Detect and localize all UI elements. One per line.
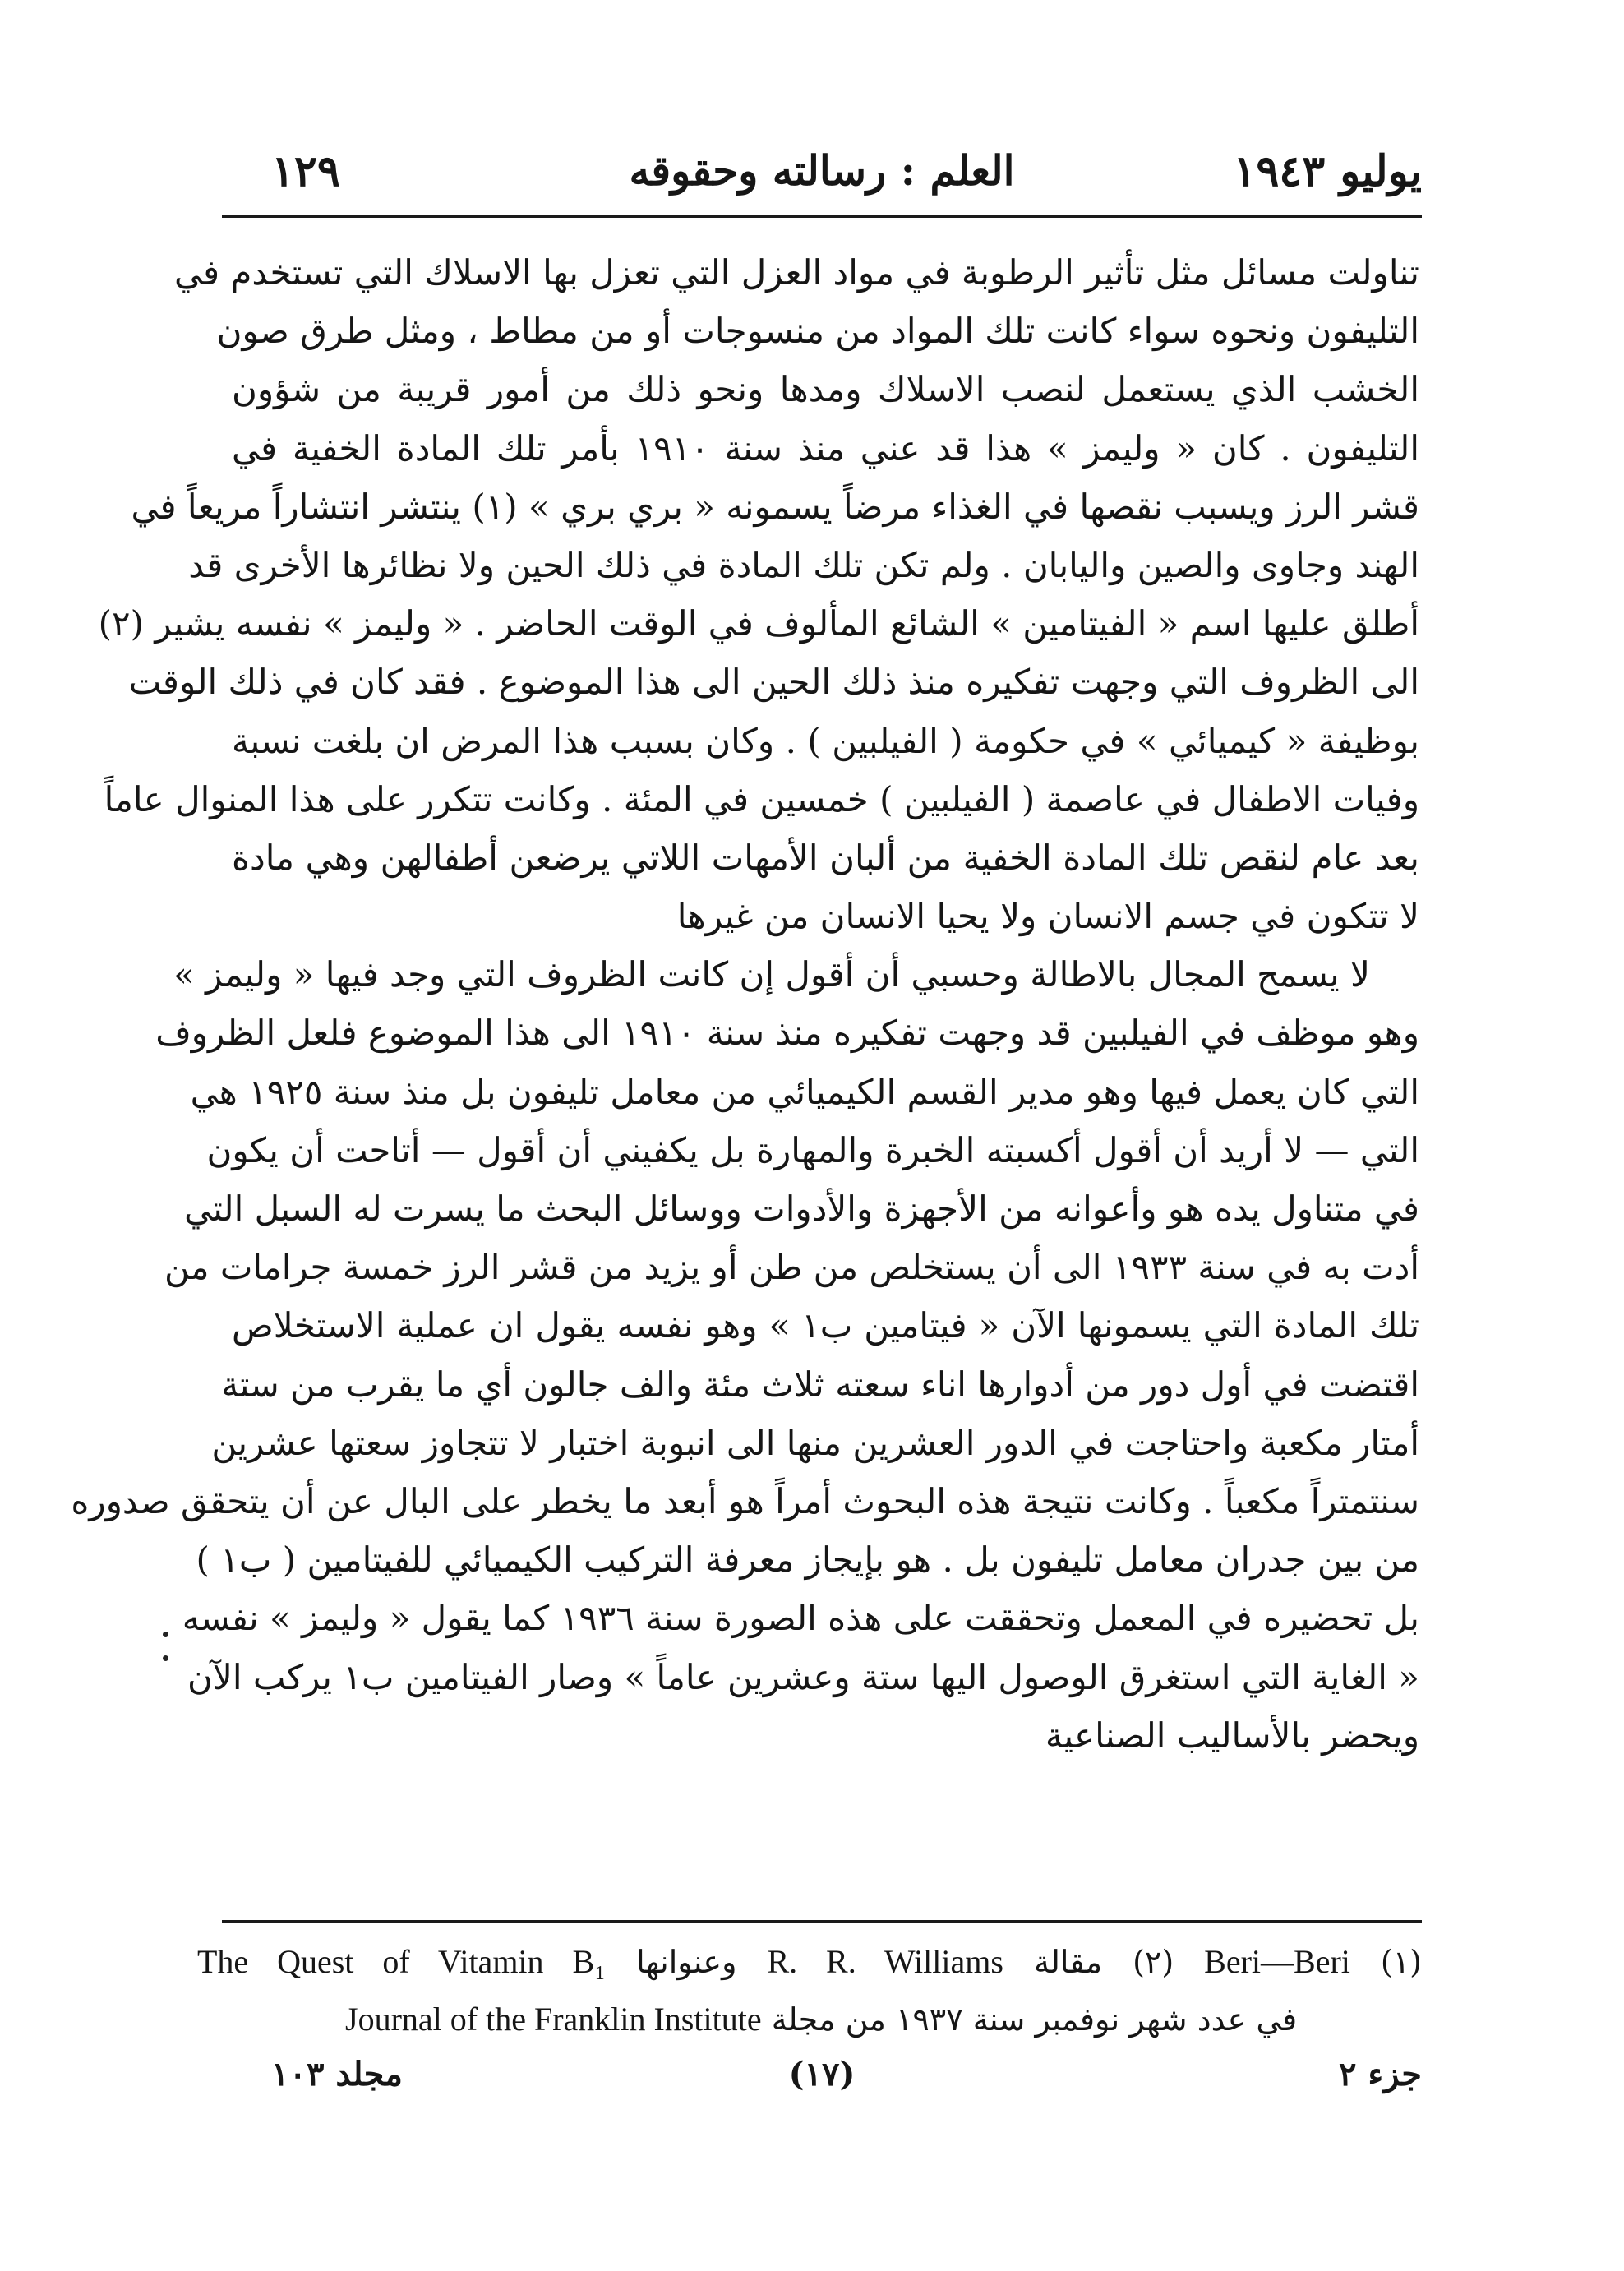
footnote-title: The Quest of Vitamin B₁ [197,1943,607,1980]
footer-part: جزء ٢ [1338,2055,1422,2093]
body-line: من بين جدران معامل تليفون بل . هو بإيجاز معرفة التركيب الكيميائي للفيتامين ( ب١ ) [196,1539,1419,1581]
body-line: تلك المادة التي يسمونها الآن « فيتامين ب١ » وهو نفسه يقول ان عملية الاستخلاص [232,1305,1420,1346]
body-line: في متناول يده هو وأعوانه من الأجهزة والأدوات ووسائل البحث ما يسرت له السبل التي [184,1189,1419,1229]
margin-mark [163,1632,169,1661]
body-line: بوظيفة « كيميائي » في حكومة ( الفيلبين ) . وكان بسبب هذا المرض ان بلغت نسبة [232,720,1419,761]
body-line: التليفون . كان « وليمز » هذا قد عني منذ سنة ١٩١٠ بأمر تلك المادة الخفية في [232,427,1419,469]
running-header [222,146,1422,204]
body-line: سنتمتراً مكعباً . وكانت نتيجة هذه البحوث أمراً هو أبعد ما يخطر على البال عن أن يتحقق صدوره [71,1480,1419,1521]
body-line: وفيات الاطفال في عاصمة ( الفيلبين ) خمسين في المئة . وكانت تتكرر على هذا المنوال عاماً [104,778,1419,819]
body-line: أدت به في سنة ١٩٣٣ الى أن يستخلص من طن أو يزيد من قشر الرز خمسة جرامات من [164,1247,1419,1288]
footnote-text: مقالة [1033,1944,1103,1980]
body-line: أمتار مكعبة واحتاجت في الدور العشرين منها الى انبوبة اختبار لا تتجاوز سعتها عشرين [211,1422,1419,1463]
footer-volume: مجلد ١٠٣ [271,2055,403,2093]
footnote-author: R. R. Williams [767,1943,1003,1980]
body-line: تناولت مسائل مثل تأثير الرطوبة في مواد العزل التي تعزل بها الاسلاك التي تستخدم في [173,252,1419,293]
header-title: العلم : رسالته وحقوقه [629,146,1015,195]
header-date: يوليو ١٩٤٣ [1233,146,1422,196]
body-line: التليفون ونحوه سواء كانت تلك المواد من منسوجات أو من مطاط ، ومثل طرق صون [216,311,1419,352]
body-line: التي كان يعمل فيها وهو مدير القسم الكيميائي من معامل تليفون بل منذ سنة ١٩٢٥ هي [190,1071,1419,1112]
footnote-line [197,1933,1422,1991]
footnote-line [197,1991,1422,2048]
article-body [71,243,1420,1797]
body-line: اقتضت في أول دور من أدوارها اناء سعته ثلاث مئة والف جالون أي ما يقرب من ستة [221,1364,1419,1405]
body-line: لا يسمح المجال بالاطالة وحسبي أن أقول إن كانت الظروف التي وجد فيها « وليمز » [173,954,1370,995]
body-line: التي — لا أريد أن أقول أكسبته الخبرة والمهارة بل يكفيني أن أقول — أتاحت أن يكون [206,1129,1419,1170]
body-line: لا تتكون في جسم الانسان ولا يحيا الانسان من غيرها [676,896,1419,937]
footnote-journal: Journal of the Franklin Institute [345,2001,762,2038]
page-number: ١٢٩ [271,146,340,196]
footnote-marker: (٢) [1133,1944,1174,1980]
body-line: بعد عام لنقص تلك المادة الخفية من ألبان الأمهات اللاتي يرضعن أطفالهن وهي مادة [232,837,1419,878]
body-line: بل تحضيره في المعمل وتحققت على هذه الصورة سنة ١٩٣٦ كما يقول « وليمز » نفسه [182,1598,1419,1639]
body-line: الهند وجاوى والصين واليابان . ولم تكن تلك المادة في ذلك الحين ولا نظائرها الأخرى قد [188,544,1419,585]
header-rule [222,215,1422,218]
footnote-text: في عدد شهر نوفمبر سنة ١٩٣٧ من مجلة [771,2001,1298,2038]
page-footer [222,2055,1422,2104]
body-line: « الغاية التي استغرق الوصول اليها ستة وعشرين عاماً » وصار الفيتامين ب١ يركب الآن [187,1656,1419,1697]
body-line: وهو موظف في الفيلبين قد وجهت تفكيره منذ سنة ١٩١٠ الى هذا الموضوع فلعل الظروف [155,1013,1419,1054]
body-line: ويحضر بالأساليب الصناعية [1045,1715,1419,1756]
footnote-rule [222,1920,1422,1923]
footer-signature: (١٧) [788,2055,856,2093]
body-line: أطلق عليها اسم « الفيتامين » الشائع المألوف في الوقت الحاضر . « وليمز » نفسه يشير (٢) [98,603,1419,644]
body-line: قشر الرز ويسبب نقصها في الغذاء مرضاً يسمونه « بري بري » (١) ينتشر انتشاراً مريعاً في [131,486,1419,527]
footnote-text: Beri—Beri [1204,1943,1350,1980]
footnotes [197,1933,1422,2048]
footnote-marker: (١) [1380,1944,1422,1980]
footnote-text: وعنوانها [636,1944,737,1980]
body-line: الى الظروف التي وجهت تفكيره منذ ذلك الحين الى هذا الموضوع . فقد كان في ذلك الوقت [128,662,1419,703]
body-line: الخشب الذي يستعمل لنصب الاسلاك ومدها ونحو ذلك من أمور قريبة من شؤون [232,369,1419,410]
